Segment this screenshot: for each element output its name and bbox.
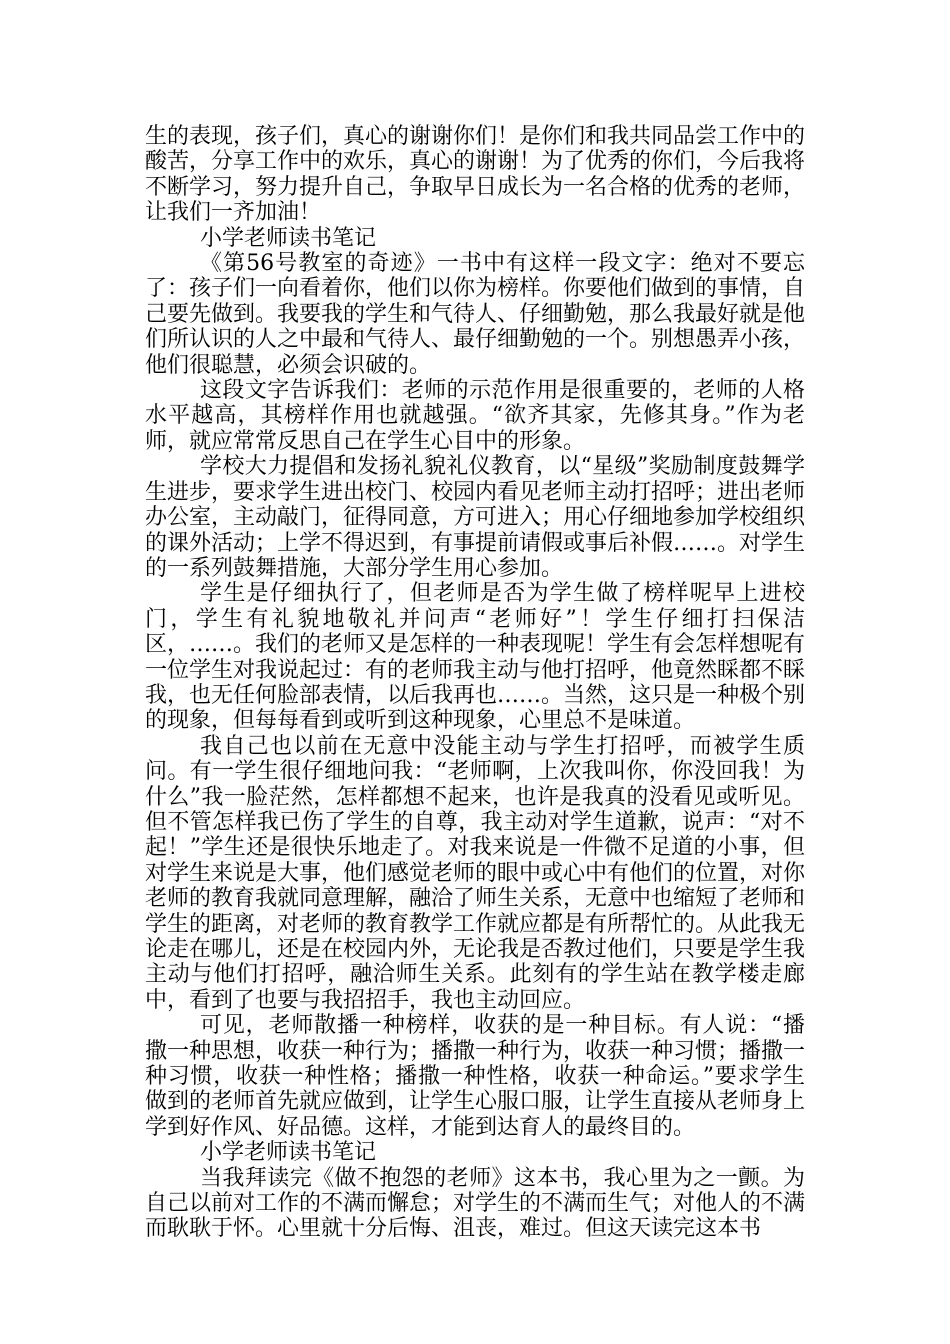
paragraph-school-etiquette: 学校大力提倡和发扬礼貌礼仪教育，以“星级”奖励制度鼓舞学生进步，要求学生进出校门、校园内看见老师主动打招呼；进出老师办公室，主动敲门，征得同意，方可进入；用心仔细地参加学校组织的课外活动；上学不得迟到，有事提前请假或事后补假……。对学生的一系列鼓舞措施，大部分学生用心参加。 xyxy=(145,454,806,581)
paragraph-teacher-example: 这段文字告诉我们：老师的示范作用是很重要的，老师的人格水平越高，其榜样作用也就越强。“欲齐其家，先修其身。”作为老师，就应常常反思自己在学生心目中的形象。 xyxy=(145,378,805,454)
paragraph-student-behavior: 学生是仔细执行了，但老师是否为学生做了榜样呢早上进校门，学生有礼貌地敬礼并问声“老师好”！学生仔细打扫保洁区，……。我们的老师又是怎样的一种表现呢！学生有会怎样想呢有一位学生对我说起过：有的老师我主动与他打招呼，他竟然睬都不睬我，也无任何脸部表情，以后我再也……。当然，这只是一种极个别的现象，但每每看到或听到这种现象，心里总不是味道。 xyxy=(145,581,806,734)
paragraph-closing-thanks: 生的表现，孩子们，真心的谢谢你们！是你们和我共同品尝工作中的酸苦，分享工作中的欢乐，真心的谢谢！为了优秀的你们，今后我将不断学习，努力提升自己，争取早日成长为一名合格的优秀的老师，让我们一齐加油！ xyxy=(145,124,806,226)
document-page xyxy=(145,124,805,1242)
paragraph-personal-story: 我自己也以前在无意中没能主动与学生打招呼，而被学生质问。有一学生很仔细地问我：“老师啊，上次我叫你，你没回我！为什么”我一脸茫然，怎样都想不起来，也许是我真的没看见或听见。但不管怎样我已伤了学生的自尊，我主动对学生道歉，说声：“对不起！”学生还是很快乐地走了。对我来说是一件微不足道的小事，但对学生来说是大事，他们感觉老师的眼中或心中有他们的位置，对你老师的教育我就同意理解，融洽了师生关系，无意中也缩短了老师和学生的距离，对老师的教育教学工作就应都是有所帮忙的。从此我无论走在哪儿，还是在校园内外，无论我是否教过他们，只要是学生我主动与他们打招呼，融洽师生关系。此刻有的学生站在教学楼走廊中，看到了也要与我招招手，我也主动回应。 xyxy=(145,733,806,1013)
paragraph-no-complaint: 当我拜读完《做不抱怨的老师》这本书，我心里为之一颤。为自己以前对工作的不满而懈怠；对学生的不满而生气；对他人的不满而耿耿于怀。心里就十分后悔、沮丧，难过。但这天读完这本书 xyxy=(145,1165,806,1242)
section-heading-1: 小学老师读书笔记 xyxy=(200,225,377,251)
paragraph-book-quote: 《第56号教室的奇迹》一书中有这样一段文字：绝对不要忘了：孩子们一向看着你，他们以你为榜样。你要他们做到的事情，自己要先做到。我要我的学生和气待人、仔细勤勉，那么我最好就是他们所认识的人之中最和气待人、最仔细勤勉的一个。别想愚弄小孩，他们很聪慧，必须会识破的。 xyxy=(145,251,806,378)
section-heading-2: 小学老师读书笔记 xyxy=(200,1140,377,1166)
paragraph-conclusion: 可见，老师散播一种榜样，收获的是一种目标。有人说：“播撒一种思想，收获一种行为；播撒一种行为，收获一种习惯；播撒一种习惯，收获一种性格；播撒一种性格，收获一种命运。”要求学生做到的老师首先就应做到，让学生心服口服，让学生直接从老师身上学到好作风、好品德。这样，才能到达育人的最终目的。 xyxy=(145,1013,806,1140)
